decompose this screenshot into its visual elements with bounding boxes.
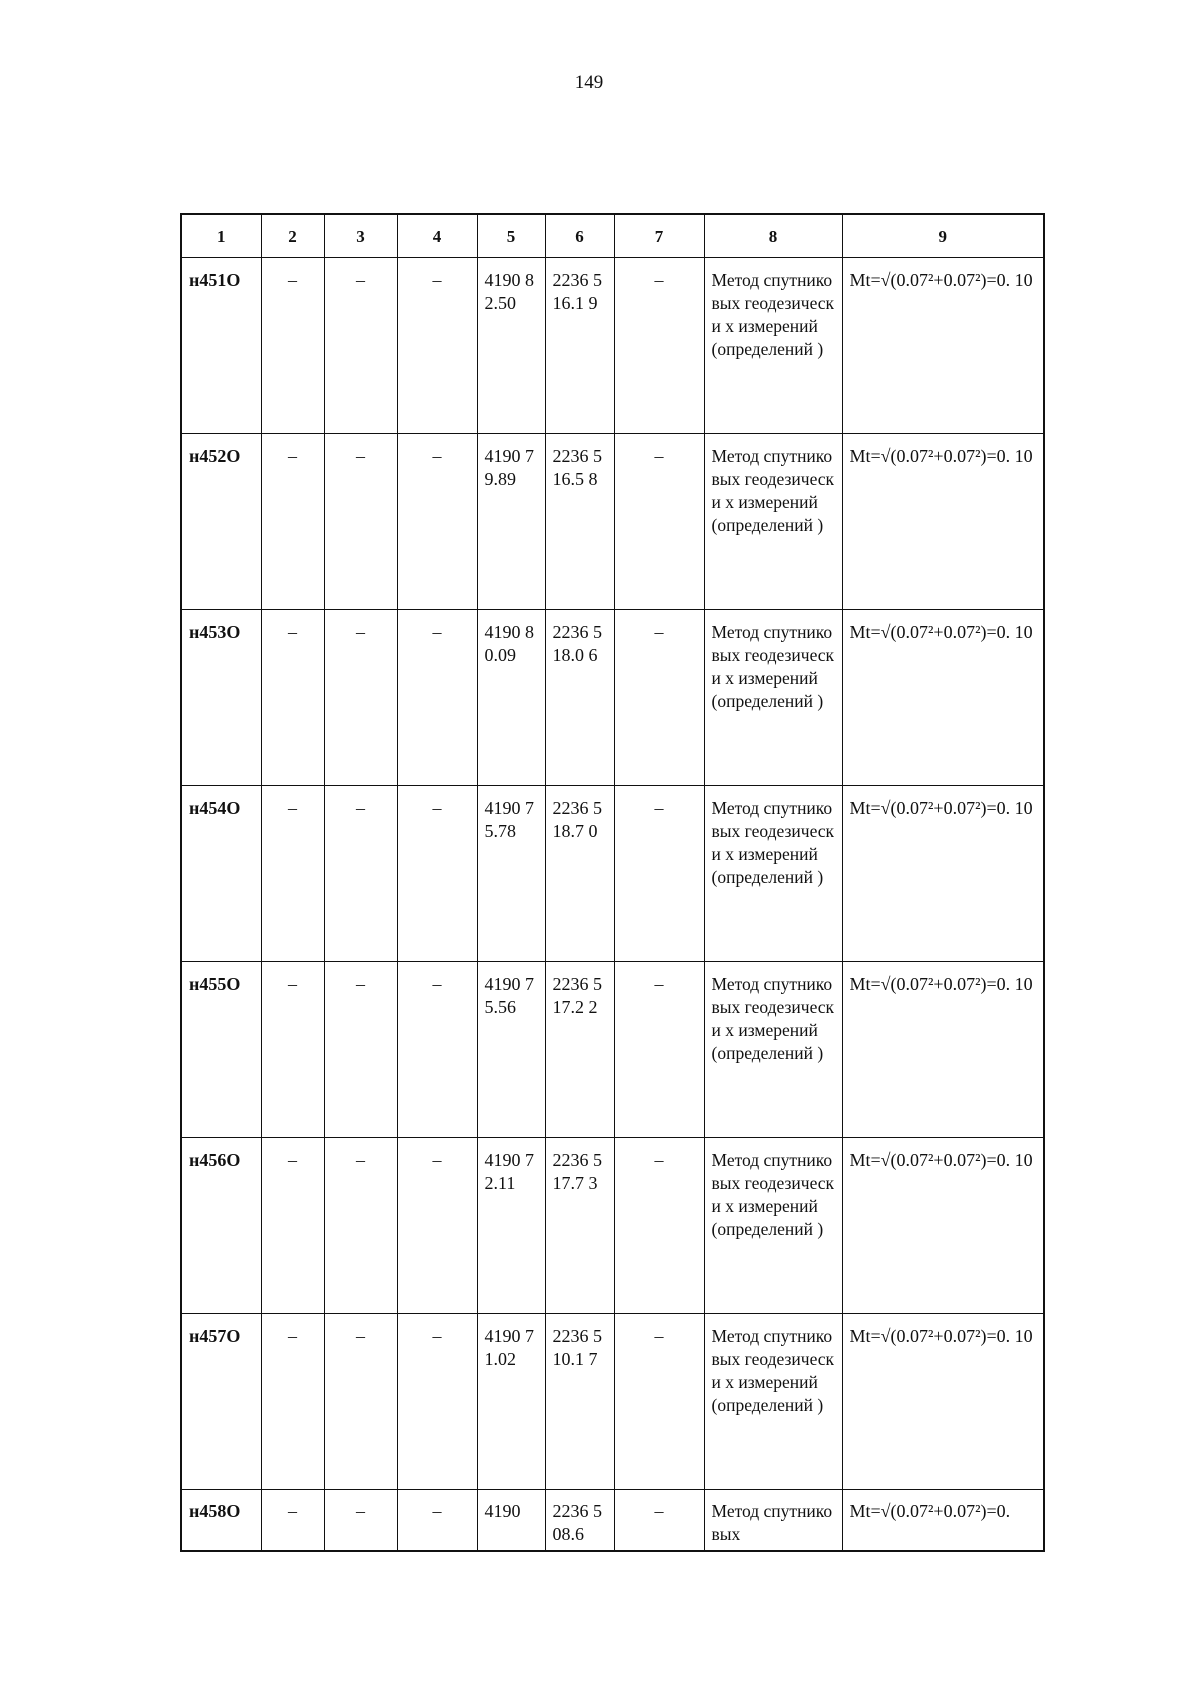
table-cell: –	[614, 1314, 704, 1490]
point-name-cell: н458О	[181, 1490, 261, 1552]
table-cell: –	[397, 258, 477, 434]
x-coordinate-cell: 4190 82.50	[477, 258, 545, 434]
column-header: 8	[704, 214, 842, 258]
table-row	[181, 962, 1044, 1138]
table-cell: –	[261, 1138, 324, 1314]
table-cell: –	[261, 434, 324, 610]
method-cell: Метод спутниковых геодезически х измерений (определений )	[704, 258, 842, 434]
table-cell: –	[324, 962, 397, 1138]
point-name-cell: н456О	[181, 1138, 261, 1314]
table-cell: –	[397, 1314, 477, 1490]
y-coordinate-cell: 2236 510.1 7	[545, 1314, 614, 1490]
point-name-cell: н452О	[181, 434, 261, 610]
table-cell: –	[397, 1138, 477, 1314]
x-coordinate-cell: 4190 75.78	[477, 786, 545, 962]
point-name-cell: н455О	[181, 962, 261, 1138]
table-cell: –	[261, 610, 324, 786]
x-coordinate-cell: 4190 80.09	[477, 610, 545, 786]
method-cell: Метод спутниковых геодезически х измерений (определений )	[704, 1314, 842, 1490]
y-coordinate-cell: 2236 518.7 0	[545, 786, 614, 962]
table-cell: –	[614, 962, 704, 1138]
table-cell: –	[397, 962, 477, 1138]
y-coordinate-cell: 2236 517.2 2	[545, 962, 614, 1138]
coordinates-table	[180, 213, 1045, 1552]
table-cell: –	[261, 786, 324, 962]
table-cell: –	[261, 258, 324, 434]
table-cell: –	[261, 1490, 324, 1552]
table-row	[181, 610, 1044, 786]
error-formula-cell: Mt=√(0.07²+0.07²)=0. 10	[842, 258, 1044, 434]
table-cell: –	[614, 258, 704, 434]
x-coordinate-cell: 4190	[477, 1490, 545, 1552]
method-cell: Метод спутниковых геодезически х измерений (определений )	[704, 610, 842, 786]
table-cell: –	[261, 1314, 324, 1490]
table-cell: –	[324, 1490, 397, 1552]
error-formula-cell: Mt=√(0.07²+0.07²)=0. 10	[842, 434, 1044, 610]
table-row	[181, 1490, 1044, 1552]
method-cell: Метод спутниковых геодезически х измерений (определений )	[704, 1138, 842, 1314]
table-cell: –	[614, 1138, 704, 1314]
point-name-cell: н451О	[181, 258, 261, 434]
table-cell: –	[397, 786, 477, 962]
table-cell: –	[397, 434, 477, 610]
table-cell: –	[324, 1314, 397, 1490]
table-cell: –	[324, 610, 397, 786]
error-formula-cell: Mt=√(0.07²+0.07²)=0. 10	[842, 1138, 1044, 1314]
error-formula-cell: Mt=√(0.07²+0.07²)=0.	[842, 1490, 1044, 1552]
point-name-cell: н457О	[181, 1314, 261, 1490]
method-cell: Метод спутниковых	[704, 1490, 842, 1552]
table-cell: –	[324, 434, 397, 610]
column-header: 6	[545, 214, 614, 258]
y-coordinate-cell: 2236 516.5 8	[545, 434, 614, 610]
column-header: 5	[477, 214, 545, 258]
table-cell: –	[324, 786, 397, 962]
table-cell: –	[614, 610, 704, 786]
table-row	[181, 1138, 1044, 1314]
method-cell: Метод спутниковых геодезически х измерений (определений )	[704, 786, 842, 962]
x-coordinate-cell: 4190 72.11	[477, 1138, 545, 1314]
table-cell: –	[324, 258, 397, 434]
error-formula-cell: Mt=√(0.07²+0.07²)=0. 10	[842, 1314, 1044, 1490]
error-formula-cell: Mt=√(0.07²+0.07²)=0. 10	[842, 962, 1044, 1138]
column-header: 7	[614, 214, 704, 258]
y-coordinate-cell: 2236 517.7 3	[545, 1138, 614, 1314]
table-cell: –	[614, 1490, 704, 1552]
table-cell: –	[261, 962, 324, 1138]
table-cell: –	[614, 434, 704, 610]
point-name-cell: н453О	[181, 610, 261, 786]
column-header: 9	[842, 214, 1044, 258]
table-row	[181, 258, 1044, 434]
error-formula-cell: Mt=√(0.07²+0.07²)=0. 10	[842, 786, 1044, 962]
column-header: 3	[324, 214, 397, 258]
x-coordinate-cell: 4190 79.89	[477, 434, 545, 610]
method-cell: Метод спутниковых геодезически х измерений (определений )	[704, 962, 842, 1138]
table-cell: –	[397, 1490, 477, 1552]
column-header: 1	[181, 214, 261, 258]
table-row	[181, 434, 1044, 610]
point-name-cell: н454О	[181, 786, 261, 962]
table-header-row	[181, 214, 1044, 258]
error-formula-cell: Mt=√(0.07²+0.07²)=0. 10	[842, 610, 1044, 786]
x-coordinate-cell: 4190 71.02	[477, 1314, 545, 1490]
y-coordinate-cell: 2236 518.0 6	[545, 610, 614, 786]
table-row	[181, 786, 1044, 962]
table-cell: –	[614, 786, 704, 962]
column-header: 2	[261, 214, 324, 258]
x-coordinate-cell: 4190 75.56	[477, 962, 545, 1138]
y-coordinate-cell: 2236 516.1 9	[545, 258, 614, 434]
column-header: 4	[397, 214, 477, 258]
table-row	[181, 1314, 1044, 1490]
y-coordinate-cell: 2236 508.6	[545, 1490, 614, 1552]
page-number: 149	[574, 72, 604, 93]
method-cell: Метод спутниковых геодезически х измерений (определений )	[704, 434, 842, 610]
table-cell: –	[324, 1138, 397, 1314]
table-cell: –	[397, 610, 477, 786]
